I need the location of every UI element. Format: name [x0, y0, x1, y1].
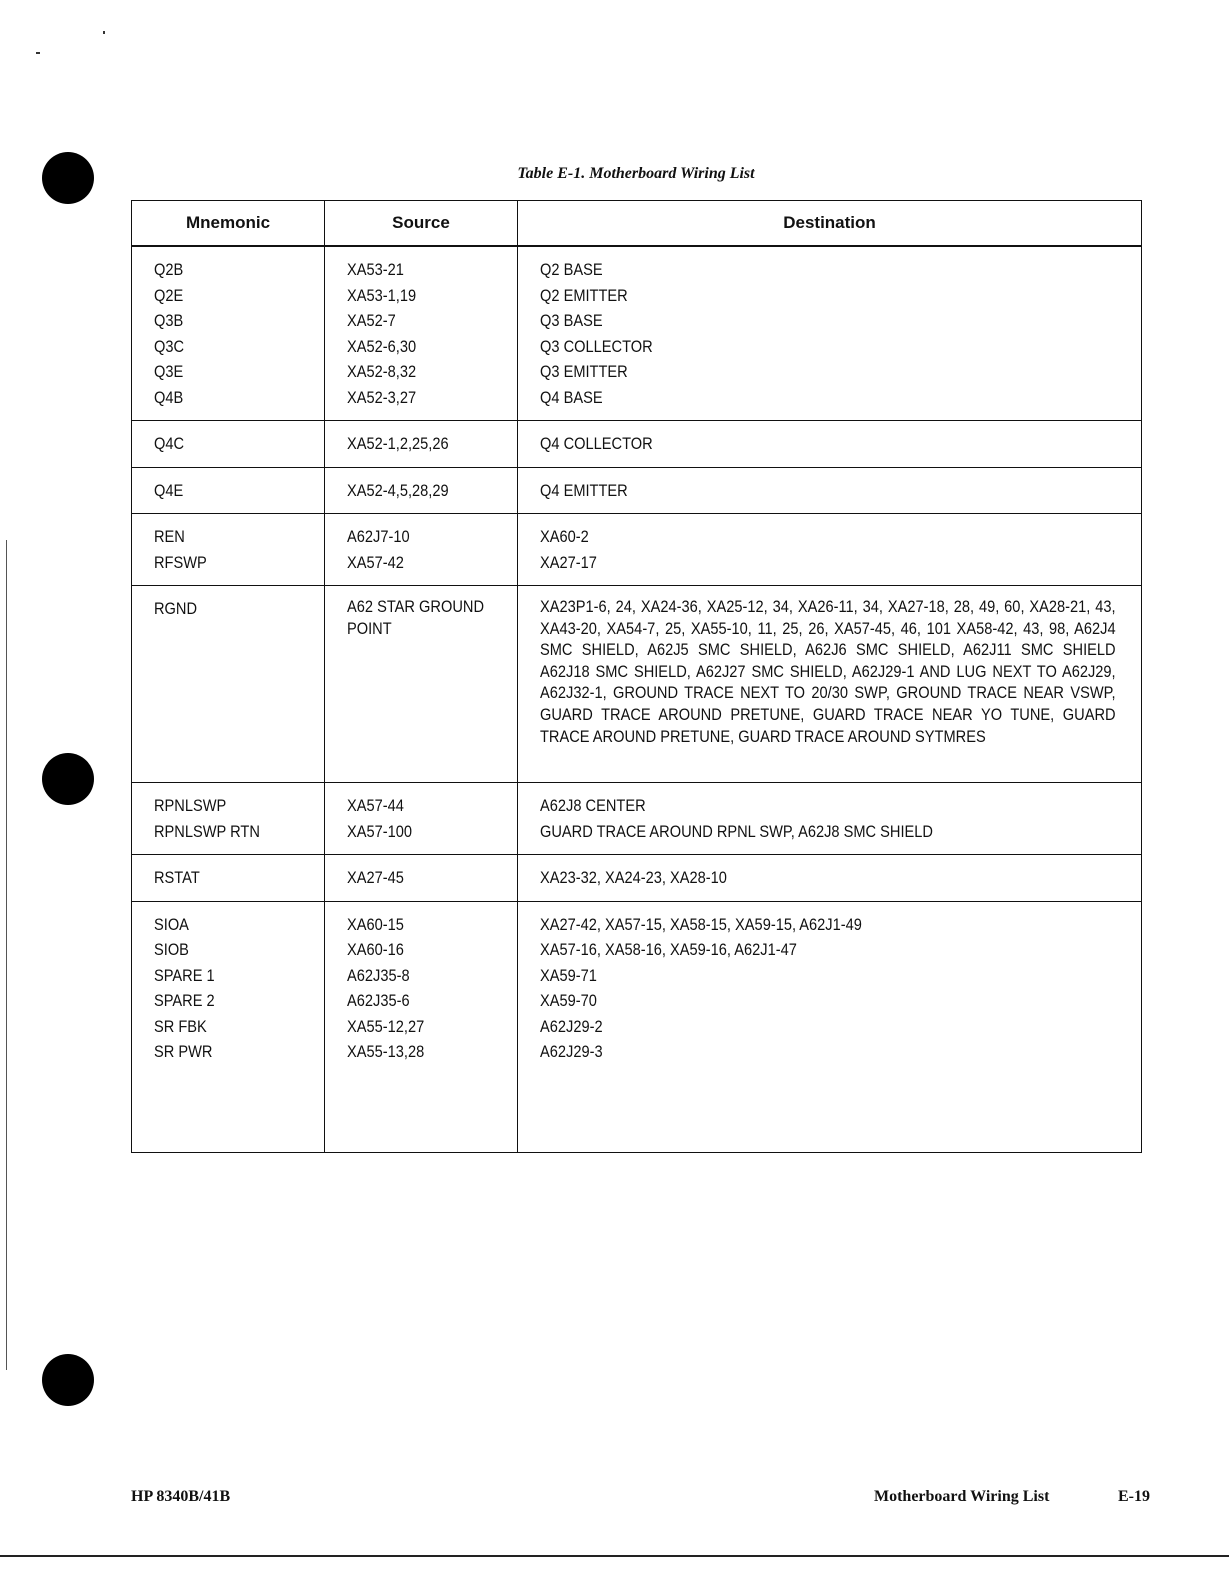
- mnemonic-text: REN: [154, 527, 185, 546]
- mnemonic-text: Q3E: [154, 362, 184, 381]
- binder-hole-bottom: [42, 1354, 94, 1406]
- destination-cell: [518, 467, 1142, 514]
- binder-hole-middle: [42, 753, 94, 805]
- mnemonic-cell: [132, 901, 325, 1153]
- source-text: XA27-45: [347, 868, 404, 887]
- source-cell: [325, 514, 518, 586]
- scan-edge-line: [6, 540, 7, 1370]
- destination-cell: [518, 586, 1142, 783]
- table-row-group: [132, 246, 1142, 421]
- source-text: XA60-16: [347, 940, 404, 959]
- source-cell: [325, 783, 518, 855]
- source-cell: [325, 855, 518, 902]
- source-cell: [325, 421, 518, 468]
- mnemonic-text: RPNLSWP RTN: [154, 821, 260, 841]
- footer-model: HP 8340B/41B: [131, 1488, 231, 1505]
- destination-text: XA23-32, XA24-23, XA28-10: [540, 868, 727, 887]
- destination-text: Q4 EMITTER: [540, 480, 628, 500]
- source-text: XA57-44: [347, 796, 404, 815]
- destination-text: XA27-42, XA57-15, XA58-15, XA59-15, A62J1-49: [540, 914, 862, 934]
- mnemonic-cell: [132, 783, 325, 855]
- source-text: A62 STAR GROUND: [347, 597, 485, 616]
- mnemonic-text: SR FBK: [154, 1016, 207, 1036]
- source-cell: [325, 246, 518, 421]
- destination-text: XA59-70: [540, 991, 597, 1010]
- table-row-group: [132, 783, 1142, 855]
- source-text: XA52-1,2,25,26: [347, 434, 449, 453]
- destination-cell: [518, 855, 1142, 902]
- source-text: XA52-3,27: [347, 387, 417, 407]
- mnemonic-text: Q3B: [154, 311, 184, 330]
- source-text: XA57-100: [347, 821, 413, 841]
- source-text: XA55-12,27: [347, 1016, 425, 1036]
- destination-text: Q2 BASE: [540, 260, 603, 279]
- source-text: A62J35-6: [347, 991, 410, 1010]
- destination-text: Q4 BASE: [540, 387, 603, 407]
- footer-page-number: E-19: [1118, 1488, 1150, 1505]
- scan-speck: [36, 52, 40, 54]
- mnemonic-cell: [132, 586, 325, 783]
- table-row-group: [132, 901, 1142, 1153]
- source-text: XA60-15: [347, 914, 404, 934]
- source-text: XA53-21: [347, 260, 404, 279]
- destination-text: Q4 COLLECTOR: [540, 434, 653, 453]
- mnemonic-text: Q2E: [154, 285, 184, 305]
- mnemonic-text: Q4E: [154, 480, 184, 500]
- footer-section-title: Motherboard Wiring List: [874, 1488, 1050, 1505]
- destination-text: XA60-2: [540, 527, 589, 546]
- destination-text: Q3 COLLECTOR: [540, 336, 653, 356]
- header-source: Source: [325, 201, 518, 247]
- scan-speck: [103, 31, 105, 34]
- source-text: A62J35-8: [347, 965, 410, 985]
- mnemonic-text: Q2B: [154, 260, 184, 279]
- mnemonic-text: RFSWP: [154, 552, 207, 572]
- destination-text: XA59-71: [540, 965, 597, 985]
- destination-text: XA57-16, XA58-16, XA59-16, A62J1-47: [540, 940, 797, 959]
- mnemonic-text: RSTAT: [154, 868, 200, 887]
- mnemonic-text: SPARE 1: [154, 965, 215, 985]
- source-text: POINT: [347, 618, 392, 638]
- source-text: XA57-42: [347, 552, 404, 572]
- destination-text: A62J29-2: [540, 1016, 603, 1036]
- source-text: XA52-7: [347, 311, 396, 330]
- mnemonic-cell: [132, 246, 325, 421]
- source-cell: [325, 467, 518, 514]
- mnemonic-text: Q3C: [154, 336, 185, 356]
- source-text: XA52-6,30: [347, 336, 417, 356]
- destination-text: A62J29-3: [540, 1042, 603, 1061]
- destination-text: Q3 EMITTER: [540, 362, 628, 381]
- table-caption: Table E-1. Motherboard Wiring List: [517, 165, 755, 182]
- page-bottom-rule: [0, 1555, 1229, 1557]
- source-text: XA52-4,5,28,29: [347, 480, 449, 500]
- destination-cell: [518, 421, 1142, 468]
- destination-text: XA27-17: [540, 552, 597, 572]
- mnemonic-text: SPARE 2: [154, 991, 215, 1010]
- destination-paragraph: XA23P1-6, 24, XA24-36, XA25-12, 34, XA26-11, 34, XA27-18, 28, 49, 60, XA28-21, 43, XA43-20, XA54-7, 25, XA55-10, 11, 25, 26, XA57-45, 46, 101 XA58-42, 43, 98, A62J4 SMC SHIELD, A62J5 SMC SHIELD, A62J6 SMC SHIELD, A62J11 SMC SHIELD A62J18 SMC SHIELD, A62J27 SMC SHIELD, A62J29-1 AND LUG NEXT TO A62J29, A62J32-1, GROUND TRACE NEXT TO 20/30 SWP, GROUND TRACE NEAR VSWP, GUARD TRACE AROUND PRETUNE, GUARD TRACE NEAR YO TUNE, GUARD TRACE AROUND PRETUNE, GUARD TRACE AROUND SYTMRES: [540, 597, 1116, 746]
- destination-cell: [518, 901, 1142, 1153]
- mnemonic-cell: [132, 855, 325, 902]
- mnemonic-text: SR PWR: [154, 1042, 213, 1061]
- mnemonic-text: RPNLSWP: [154, 796, 227, 815]
- destination-text: A62J8 CENTER: [540, 796, 646, 815]
- table-row-group: [132, 586, 1142, 783]
- source-text: XA55-13,28: [347, 1042, 425, 1061]
- table-row-group: [132, 421, 1142, 468]
- mnemonic-text: SIOB: [154, 940, 189, 959]
- destination-text: Q3 BASE: [540, 311, 603, 330]
- source-cell: [325, 901, 518, 1153]
- destination-cell: [518, 246, 1142, 421]
- source-text: XA53-1,19: [347, 285, 417, 305]
- table-header-row: [132, 201, 1142, 247]
- table-row-group: [132, 514, 1142, 586]
- mnemonic-cell: [132, 421, 325, 468]
- mnemonic-text: Q4B: [154, 387, 184, 407]
- header-mnemonic: Mnemonic: [132, 201, 325, 247]
- mnemonic-cell: [132, 514, 325, 586]
- mnemonic-cell: [132, 467, 325, 514]
- wiring-table: [131, 200, 1142, 1153]
- table-row-group: [132, 467, 1142, 514]
- header-destination: Destination: [518, 201, 1142, 247]
- mnemonic-text: RGND: [154, 599, 198, 618]
- source-text: A62J7-10: [347, 527, 410, 546]
- destination-cell: [518, 514, 1142, 586]
- destination-text: GUARD TRACE AROUND RPNL SWP, A62J8 SMC SHIELD: [540, 821, 933, 841]
- mnemonic-text: SIOA: [154, 914, 189, 934]
- table-row-group: [132, 855, 1142, 902]
- source-cell: [325, 586, 518, 783]
- destination-text: Q2 EMITTER: [540, 285, 628, 305]
- destination-cell: [518, 783, 1142, 855]
- mnemonic-text: Q4C: [154, 434, 185, 453]
- source-text: XA52-8,32: [347, 362, 417, 381]
